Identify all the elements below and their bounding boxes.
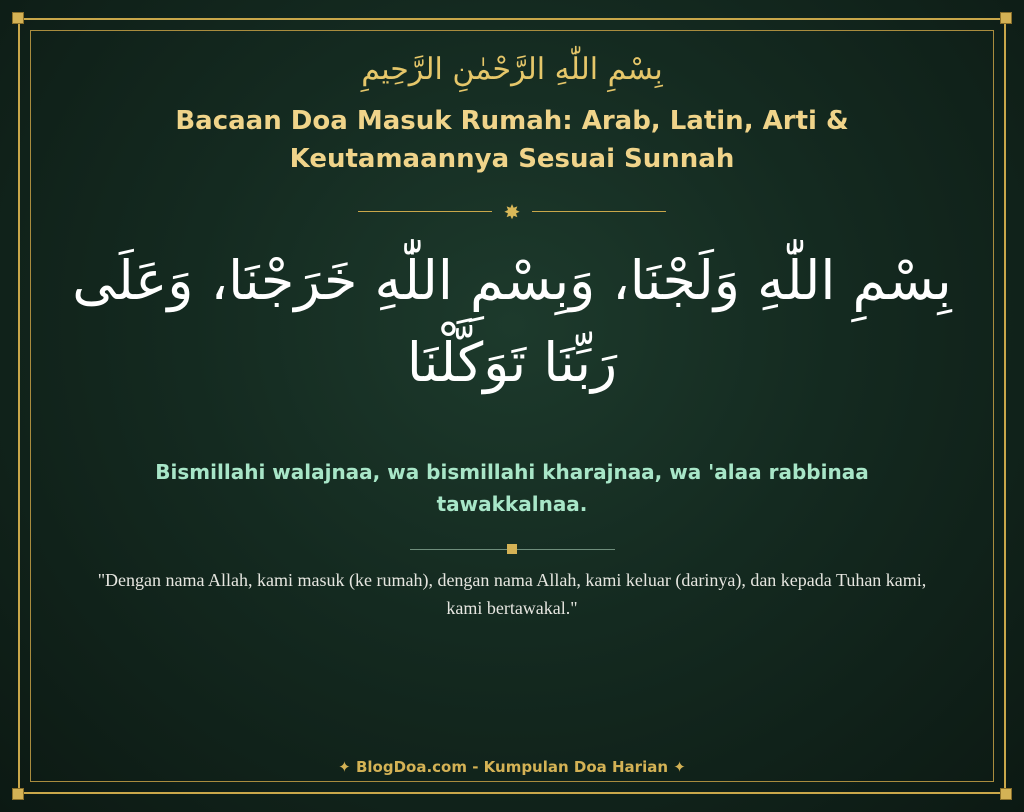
doa-translation: "Dengan nama Allah, kami masuk (ke rumah), dengan nama Allah, kami keluar (darinya), dan kepada Tuhan kami, kami bertawakal."	[97, 570, 927, 618]
page-title: Bacaan Doa Masuk Rumah: Arab, Latin, Arti & Keutamaannya Sesuai Sunnah	[175, 106, 849, 174]
corner-ornament-icon	[12, 12, 24, 24]
divider-line	[532, 211, 666, 212]
footer-credit: ✦ BlogDoa.com - Kumpulan Doa Harian ✦	[338, 758, 686, 776]
corner-ornament-icon	[12, 788, 24, 800]
doa-arabic-text: بِسْمِ اللّٰهِ وَلَجْنَا، وَبِسْمِ اللّٰهِ خَرَجْنَا، وَعَلَى رَبِّنَا تَوَكَّلْنَا	[72, 249, 952, 394]
bismillah-heading: بِسْمِ اللّٰهِ الرَّحْمٰنِ الرَّحِيمِ	[361, 52, 663, 87]
corner-ornament-icon	[1000, 12, 1012, 24]
corner-ornament-icon	[1000, 788, 1012, 800]
middle-divider	[410, 542, 615, 556]
eight-point-star-icon: ✸	[503, 200, 521, 224]
divider-line	[358, 211, 492, 212]
doa-latin-transliteration: Bismillahi walajnaa, wa bismillahi kharajnaa, wa 'alaa rabbinaa tawakkalnaa.	[155, 460, 869, 516]
top-divider	[358, 202, 666, 222]
square-dot-icon	[507, 544, 517, 554]
